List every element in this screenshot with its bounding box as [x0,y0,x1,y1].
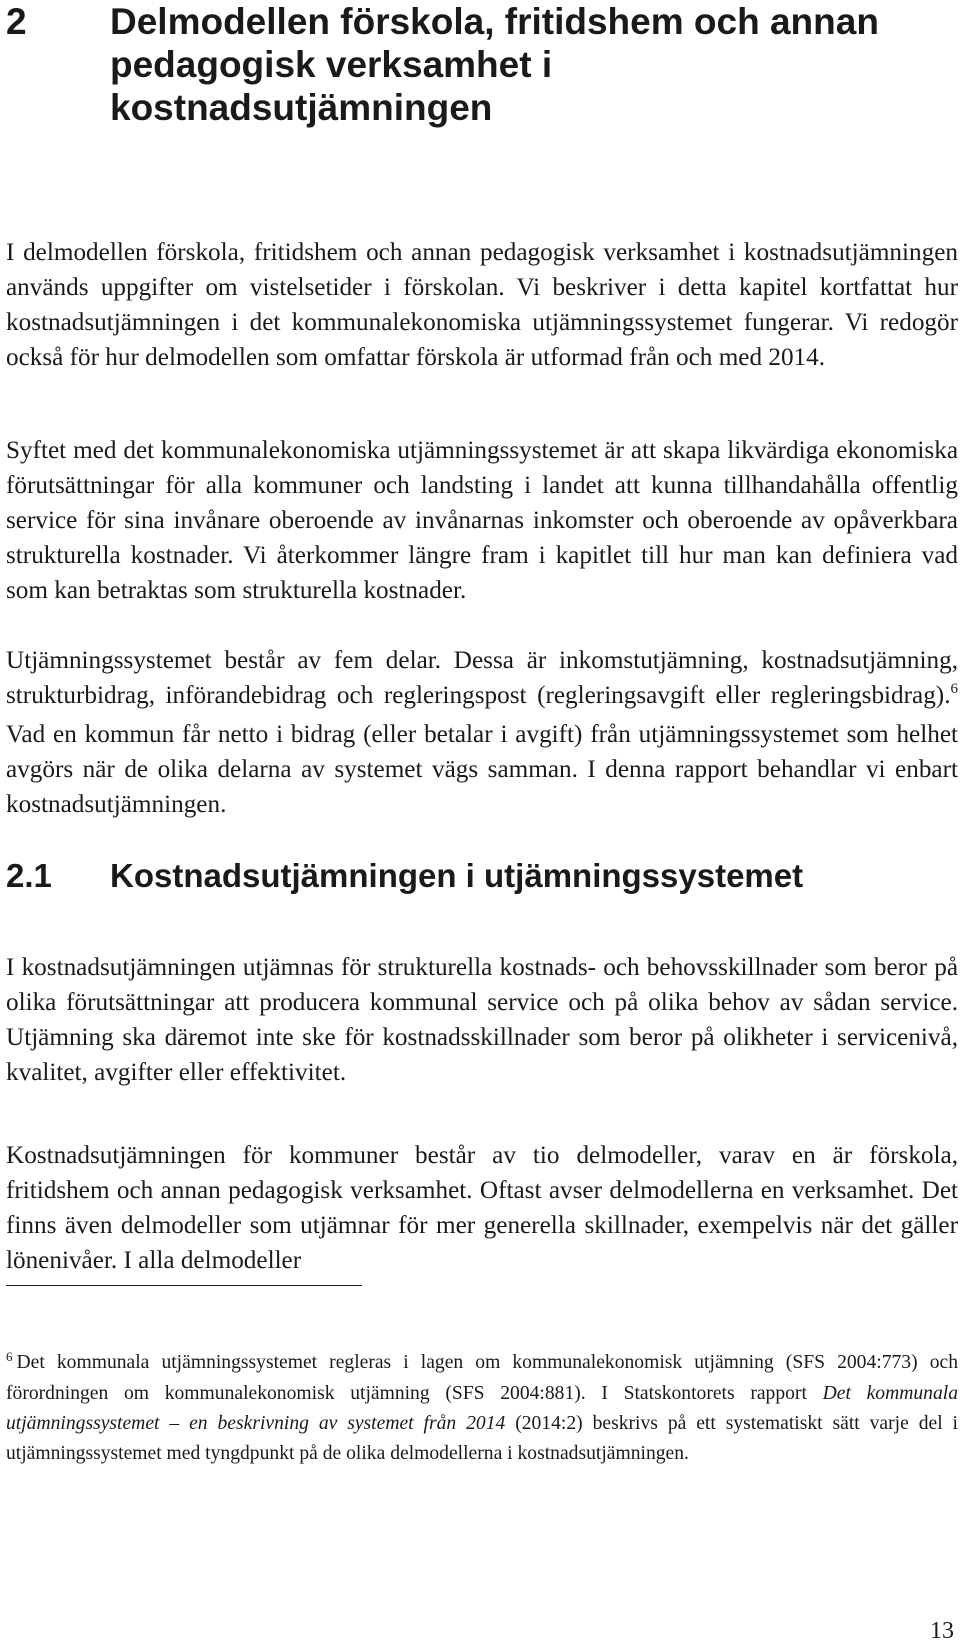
footnote-divider [6,1285,362,1286]
paragraph-submodels: Kostnadsutjämningen för kommuner består av tio delmodeller, varav en är förskola, fritidshem och annan pedagogisk verksamhet. Oftast avser delmodellerna en verksamhet. Det finns även delmodeller som utjämnar för mer generella skillnader, exempelvis när det gäller lönenivåer. I alla delmodeller [6,1142,958,1275]
footnote [6,1348,958,1469]
paragraph-system-parts-text-a: Utjämningssystemet består av fem delar. Dessa är inkomstutjämning, kostnadsutjämning, strukturbidrag, införandebidrag och regleringspost (regleringsavgift eller regleringsbidrag). [6,647,958,710]
footnote-text-b: (2014:2) beskrivs på ett systematiskt sätt varje del i utjämningssystemet med tyngdpunkt på de olika delmodellerna i kostnadsutjämningen. [6,1412,959,1464]
section-number: 2.1 [6,857,52,894]
chapter-number: 2 [6,1,27,42]
section-title: Kostnadsutjämningen i utjämningssystemet [110,857,804,894]
paragraph-intro: I delmodellen förskola, fritidshem och annan pedagogisk verksamhet i kostnadsutjämningen används uppgifter om vistelsetider i förskolan. Vi beskriver i detta kapitel kortfattat hur kostnadsutjämningen i det kommunalekonomiska utjämningssystemet fungerar. Vi redogör också för hur delmodellen som omfattar förskola är utformad från och med 2014. [6,239,958,372]
page-number: 13 [930,1618,954,1644]
footnote-mark: 6 [6,1348,13,1364]
paragraph-cost-equalization: I kostnadsutjämningen utjämnas för strukturella kostnads- och behovsskillnader som beror på olika förutsättningar att producera kommunal service och på olika behov av sådan service. Utjämning ska däremot inte ske för kostnadsskillnader som beror på olikheter i servicenivå, kvalitet, avgifter eller effektivitet. [6,954,958,1087]
paragraph-system-parts [6,643,958,822]
chapter-title: Delmodellen förskola, fritidshem och annan pedagogisk verksamhet i kostnadsutjämningen [110,1,879,128]
paragraph-purpose: Syftet med det kommunalekonomiska utjämningssystemet är att skapa likvärdiga ekonomiska förutsättningar för alla kommuner och landsting i landet att kunna tillhandahålla offentlig service för sina invånare oberoende av invånarnas inkomster och oberoende av opåverkbara strukturella kostnader. Vi återkommer längre fram i kapitlet till hur man kan definiera vad som kan betraktas som strukturella kostnader. [6,437,958,605]
footnote-text-a: Det kommunala utjämningssystemet regleras i lagen om kommunalekonomisk utjämning (SFS 2004:773) och förordningen om kommunalekonomisk utjämning (SFS 2004:881). I Statskontorets rapport [6,1351,958,1404]
paragraph-system-parts-text-b: Vad en kommun får netto i bidrag (eller betalar i avgift) från utjämningssystemet som helhet avgörs när de olika delarna av systemet vägs samman. I denna rapport behandlar vi enbart kostnadsutjämningen. [6,721,958,819]
footnote-reference[interactable]: 6 [950,681,958,698]
footnote-report-title: Det kommunala utjämningssystemet – en beskrivning av systemet från 2014 [6,1382,958,1434]
